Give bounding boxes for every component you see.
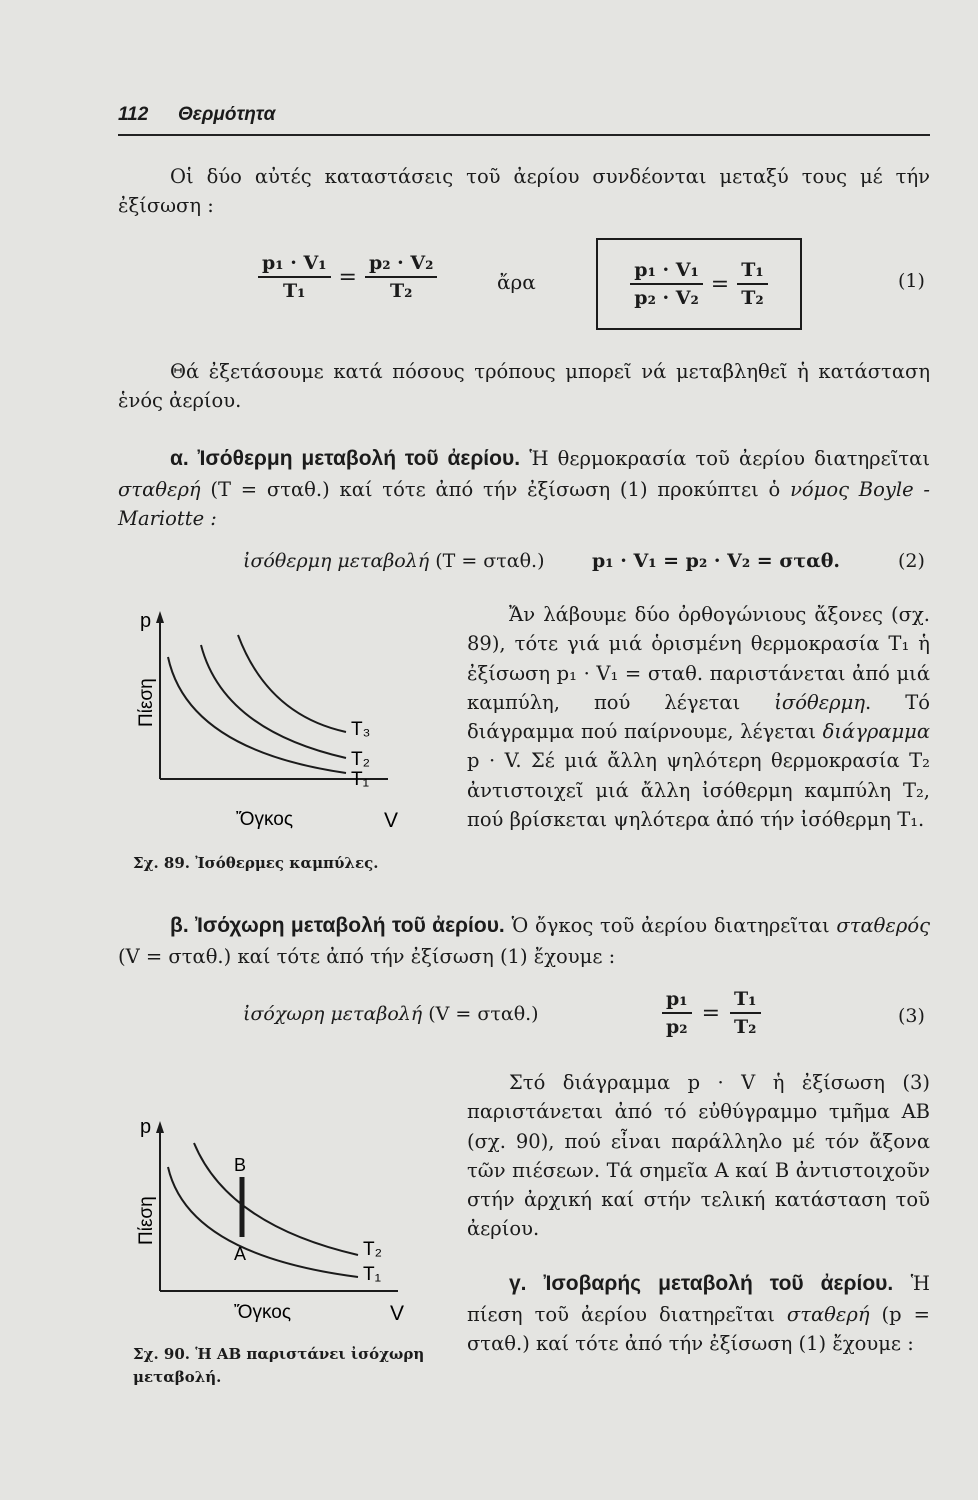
section-b-heading: β. Ἰσόχωρη μεταβολή τοῦ ἀερίου. bbox=[170, 914, 505, 937]
eq1-rhs-den: T₂ bbox=[389, 280, 413, 302]
figure-90-caption: Σχ. 90. Ἡ AB παριστάνει ἰσόχωρη μεταβολή. bbox=[133, 1345, 425, 1386]
curve-label-t2: T₂ bbox=[363, 1239, 382, 1260]
pressure-label: Πίεση bbox=[136, 1196, 157, 1245]
volume-label: Ὄγκος bbox=[234, 1302, 291, 1323]
eq3-rhs-num: T₁ bbox=[730, 988, 760, 1014]
section-a-body-italic-2: διάγραμμα bbox=[822, 720, 930, 743]
isotherm-curve-t3 bbox=[238, 635, 346, 732]
eq3-lhs-den: p₂ bbox=[666, 1016, 688, 1038]
eq1-fraction-right bbox=[365, 252, 438, 302]
eq1-box-rhs-den: T₂ bbox=[741, 287, 764, 309]
isotherm-curve-t1 bbox=[168, 1167, 358, 1277]
curve-label-t1: T₁ bbox=[363, 1264, 382, 1285]
section-a-body-2: . Τό διάγραμμα πού παίρνουμε, λέγεται bbox=[467, 690, 930, 743]
isotherm-curve-t1 bbox=[168, 657, 346, 773]
y-axis-arrow bbox=[156, 611, 164, 623]
section-b-text-1: Ὁ ὄγκος τοῦ ἀερίου διατηρεῖται bbox=[511, 914, 837, 937]
equation-2-number: (2) bbox=[898, 550, 925, 572]
curve-label-t2: T₂ bbox=[351, 749, 370, 770]
eq1-fraction-left bbox=[258, 252, 331, 302]
equation-1-left bbox=[258, 252, 437, 302]
isotherm-curve-t2 bbox=[201, 645, 346, 758]
eq3-fraction-right bbox=[730, 988, 760, 1038]
equation-1-boxed bbox=[596, 238, 802, 330]
section-b-paragraph bbox=[118, 910, 930, 971]
ara-word: ἄρα bbox=[497, 270, 536, 294]
eq3-lhs-num: p₁ bbox=[662, 988, 692, 1014]
intro-paragraph: Οἱ δύο αὐτές καταστάσεις τοῦ ἀερίου συνδέονται μεταξύ τους μέ τήν ἐξίσωση : bbox=[118, 165, 930, 218]
equation-2: p₁ · V₁ = p₂ · V₂ = σταθ. bbox=[592, 550, 841, 572]
eq1-box-lhs-num: p₁ · V₁ bbox=[630, 259, 703, 285]
equation-2-label-row bbox=[243, 550, 545, 572]
eq1-box-fraction-right bbox=[737, 259, 767, 309]
equation-3-label-row bbox=[243, 1003, 539, 1025]
y-axis-arrow bbox=[156, 1121, 164, 1133]
section-b-italic-1: σταθερός bbox=[836, 914, 931, 937]
figure-89 bbox=[118, 605, 438, 845]
equals-sign: = bbox=[710, 271, 730, 297]
section-a-heading: α. Ἰσόθερμη μεταβολή τοῦ ἀερίου. bbox=[170, 447, 521, 470]
figure-89-caption: Σχ. 89. Ἰσόθερμες καμπύλες. bbox=[133, 854, 379, 872]
eq3-fraction-left bbox=[662, 988, 692, 1038]
p-axis-label: p bbox=[140, 610, 152, 632]
header-rule bbox=[118, 134, 930, 136]
section-a-body-1: Ἄν λάβουμε δύο ὀρθογώνιους ἄξονες (σχ. 89), τότε γιά μιά ὁρισμένη θερμοκρασία T₁ ἡ ἐξίσωση p₁ · V₁ = σταθ. παριστάνεται ἀπό μιά καμπύλη, πού λέγεται bbox=[467, 603, 930, 714]
eq1-box-rhs-num: T₁ bbox=[737, 259, 767, 285]
eq3-label: ἰσόχωρη μεταβολή bbox=[243, 1003, 423, 1025]
eq1-box-lhs-den: p₂ · V₂ bbox=[634, 287, 699, 309]
chapter-title: Θερμότητα bbox=[178, 104, 276, 125]
equals-sign: = bbox=[701, 1000, 721, 1026]
curve-label-t3: T₃ bbox=[351, 719, 371, 740]
section-a-law-name: νόμος Boyle - Mariotte : bbox=[118, 477, 931, 530]
eq1-lhs-num: p₁ · V₁ bbox=[258, 252, 331, 278]
equation-1-number: (1) bbox=[898, 270, 925, 292]
equation-3 bbox=[662, 988, 761, 1038]
eq2-condition: (T = σταθ.) bbox=[435, 550, 545, 572]
point-a-label: A bbox=[234, 1244, 247, 1264]
volume-label: Ὄγκος bbox=[236, 809, 293, 830]
eq1-lhs-den: T₁ bbox=[283, 280, 306, 302]
section-a-body-italic-1: ἰσόθερμη bbox=[774, 690, 866, 714]
curve-label-t1: T₁ bbox=[351, 769, 370, 790]
section-c-text-2: (p = σταθ.) καί τότε ἀπό τήν ἐξίσωση (1) ἔχουμε : bbox=[467, 1302, 931, 1355]
section-a-body bbox=[467, 600, 930, 834]
p-axis-label: p bbox=[140, 1116, 152, 1138]
section-a-text-1: Ἡ θερμοκρασία τοῦ ἀερίου διατηρεῖται bbox=[529, 447, 930, 470]
eq3-condition: (V = σταθ.) bbox=[428, 1003, 539, 1025]
eq1-box-fraction-left bbox=[630, 259, 703, 309]
section-b-text-2: (V = σταθ.) καί τότε ἀπό τήν ἐξίσωση (1) ἔχουμε : bbox=[118, 944, 616, 968]
v-axis-label: V bbox=[390, 1302, 405, 1325]
equation-3-number: (3) bbox=[898, 1005, 925, 1027]
v-axis-label: V bbox=[384, 809, 399, 832]
section-a-paragraph bbox=[118, 443, 930, 533]
equals-sign: = bbox=[338, 264, 357, 290]
section-c-heading: γ. Ἰσοβαρής μεταβολή τοῦ ἀερίου. bbox=[509, 1272, 894, 1295]
section-a-body-3: p · V. Σέ μιά ἄλλη ψηλότερη θερμοκρασία T₂ ἀντιστοιχεῖ μιά ἄλλη ἰσόθερμη καμπύλη T₂, πού βρίσκεται ψηλότερα ἀπό τήν ἰσόθερμη T₁. bbox=[467, 749, 930, 831]
point-b-label: B bbox=[234, 1155, 247, 1175]
isotherm-curve-t2 bbox=[194, 1143, 358, 1255]
pressure-label: Πίεση bbox=[136, 678, 157, 727]
section-c-text-1: Ἡ πίεση τοῦ ἀερίου διατηρεῖται bbox=[467, 1272, 930, 1326]
page-number: 112 bbox=[118, 104, 149, 125]
figure-90 bbox=[118, 1105, 438, 1330]
examine-paragraph: Θά ἐξετάσουμε κατά πόσους τρόπους μπορεῖ νά μεταβληθεῖ ἡ κατάσταση ἑνός ἀερίου. bbox=[118, 360, 930, 413]
eq2-label: ἰσόθερμη μεταβολή bbox=[243, 550, 430, 572]
section-c-paragraph bbox=[467, 1268, 930, 1358]
eq1-rhs-num: p₂ · V₂ bbox=[365, 252, 438, 278]
eq3-rhs-den: T₂ bbox=[734, 1016, 757, 1038]
section-a-text-2: (T = σταθ.) καί τότε ἀπό τήν ἐξίσωση (1) προκύπτει ὁ bbox=[200, 477, 791, 501]
section-b-body: Στό διάγραμμα p · V ἡ ἐξίσωση (3) παριστάνεται ἀπό τό εὐθύγραμμο τμῆμα AB (σχ. 90), πού εἶναι παράλληλο μέ τόν ἄξονα τῶν πιέσεων. Τά σημεῖα A καί B ἀντιστοιχοῦν στήν ἀρχική καί στήν τελική κατάσταση τοῦ ἀερίου. bbox=[467, 1071, 930, 1241]
section-a-italic-1: σταθερή bbox=[118, 477, 201, 501]
section-c-italic-1: σταθερή bbox=[786, 1302, 870, 1326]
